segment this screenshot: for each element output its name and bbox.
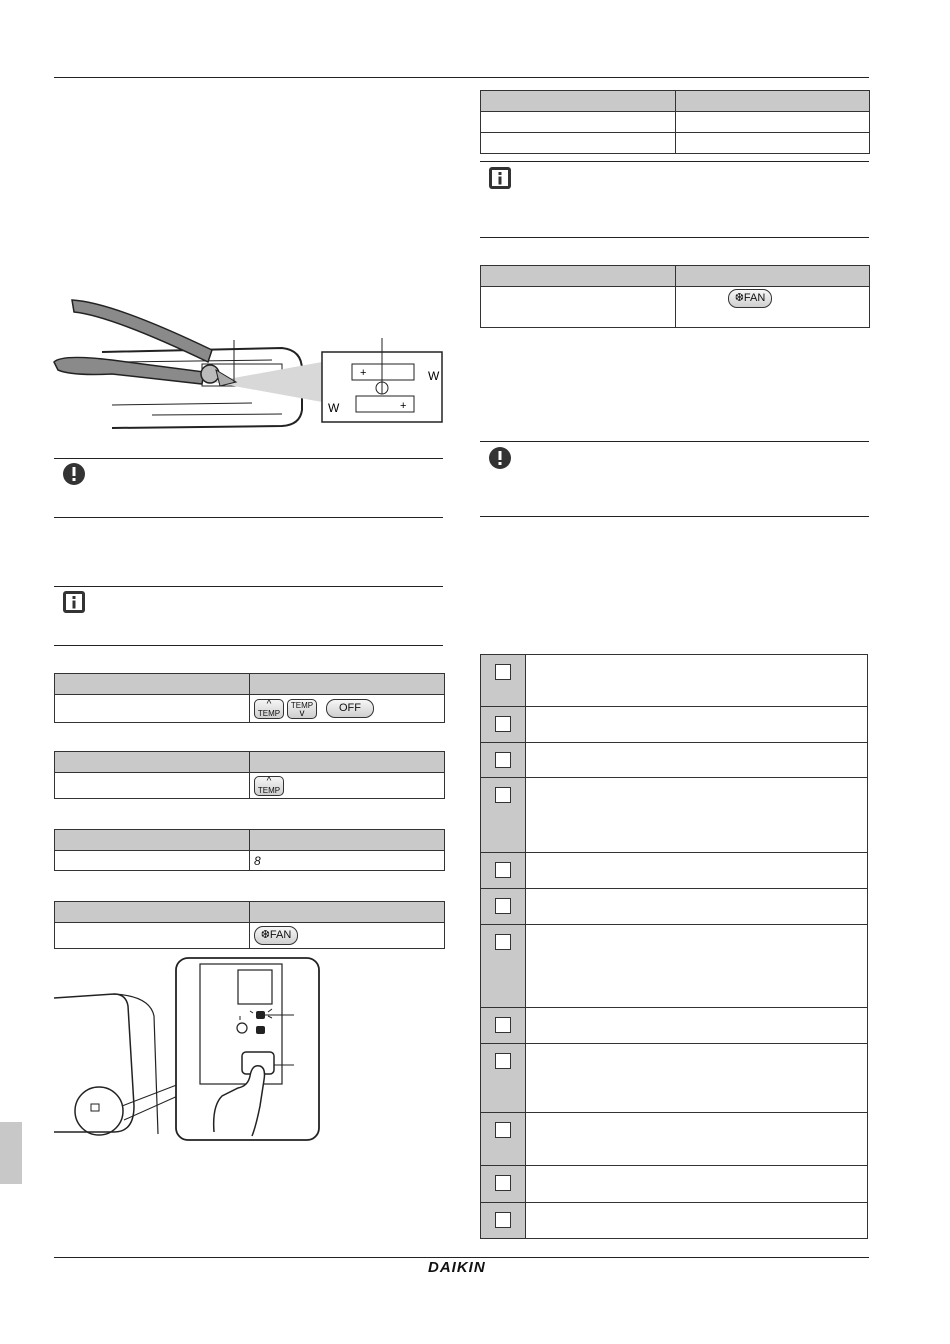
temp-up-button[interactable]: ^ TEMP: [254, 776, 284, 796]
checkbox-icon[interactable]: [495, 898, 511, 914]
checklist-row: [480, 1166, 868, 1203]
table-right-fan: [480, 265, 870, 328]
checklist-row: [480, 889, 868, 925]
checklist-row: [480, 743, 868, 778]
exclamation-circle-icon: [488, 446, 512, 470]
info-note-top-rule: [54, 586, 443, 587]
table-temp-off: [54, 673, 445, 723]
checkbox-icon[interactable]: [495, 752, 511, 768]
checklist-row: [480, 925, 868, 1008]
important-note-bottom-rule: [54, 517, 443, 518]
checklist-row: [480, 1113, 868, 1166]
fan-button[interactable]: ❆FAN: [254, 926, 298, 945]
info-icon: [488, 166, 512, 190]
daikin-logo: DAIKIN: [428, 1259, 486, 1276]
checklist-row: [480, 1044, 868, 1113]
table-display-digit: [54, 829, 445, 871]
checkbox-icon[interactable]: [495, 1122, 511, 1138]
info-note-bottom-rule: [54, 645, 443, 646]
table-fan: [54, 901, 445, 949]
important-note-right-bottom-rule: [480, 516, 869, 517]
header-rule: [54, 77, 869, 78]
temp-down-button[interactable]: TEMP v: [287, 699, 317, 719]
svg-text:W: W: [428, 369, 440, 383]
off-button[interactable]: OFF: [326, 699, 374, 718]
svg-text:W: W: [328, 401, 340, 415]
exclamation-circle-icon: [62, 462, 86, 486]
battery-cut-illustration: [52, 290, 445, 430]
display-digit: 8: [254, 853, 261, 868]
temp-up-button[interactable]: ^ TEMP: [254, 699, 284, 719]
table-right-top: [480, 90, 870, 154]
checkbox-icon[interactable]: [495, 664, 511, 680]
checklist-row: [480, 1203, 868, 1239]
important-note-right-top-rule: [480, 441, 869, 442]
footer-rule: [54, 1257, 869, 1258]
checklist-row: [480, 707, 868, 743]
indoor-unit-panel-illustration: [54, 956, 324, 1142]
svg-text:+: +: [400, 400, 407, 412]
info-note-right-bottom-rule: [480, 237, 869, 238]
checklist-row: [480, 778, 868, 853]
checklist-row: [480, 654, 868, 707]
checkbox-icon[interactable]: [495, 1017, 511, 1033]
side-tab: [0, 1122, 22, 1184]
info-note-right-top-rule: [480, 161, 869, 162]
checkbox-icon[interactable]: [495, 1175, 511, 1191]
checklist-row: [480, 1008, 868, 1044]
info-icon: [62, 590, 86, 614]
checkbox-icon[interactable]: [495, 716, 511, 732]
checkbox-icon[interactable]: [495, 862, 511, 878]
checkbox-icon[interactable]: [495, 787, 511, 803]
important-note-top-rule: [54, 458, 443, 459]
checklist-row: [480, 853, 868, 889]
table-temp-up: [54, 751, 445, 799]
svg-text:+: +: [360, 367, 367, 379]
checkbox-icon[interactable]: [495, 1212, 511, 1228]
fan-button[interactable]: ❆FAN: [728, 289, 772, 308]
checkbox-icon[interactable]: [495, 934, 511, 950]
checkbox-icon[interactable]: [495, 1053, 511, 1069]
